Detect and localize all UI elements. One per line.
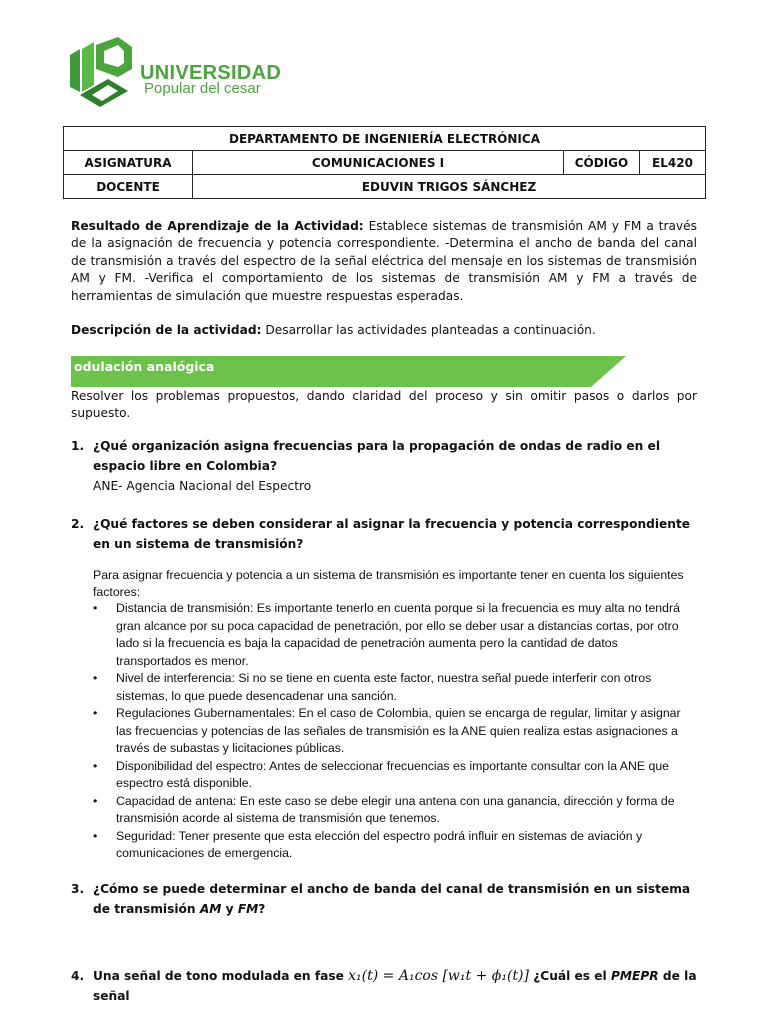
- formula: x₁(t) = A₁cos [w₁t + ϕ₁(t)]: [348, 968, 529, 984]
- learning-outcome: [71, 218, 697, 305]
- question-1: [71, 436, 701, 476]
- list-item: • Nivel de interferencia: Si no se tiene en cuenta este factor, nuestra señal puede interferir con otros sistemas, lo que puede desencadenar una sanción.: [93, 671, 652, 703]
- question-text: ¿Cómo se puede determinar el ancho de banda del canal de transmisión en un sistema de transmisión AM y FM?: [93, 882, 691, 916]
- teacher-value: EDUVIN TRIGOS SÁNCHEZ: [193, 175, 706, 199]
- course-header-table: [63, 126, 706, 199]
- question-4: [71, 966, 701, 1006]
- department-cell: DEPARTAMENTO DE INGENIERÍA ELECTRÓNICA: [64, 127, 706, 151]
- answer-2-intro: Para asignar frecuencia y potencia a un sistema de transmisión es importante tener en cuenta los siguientes factores:: [93, 568, 684, 600]
- question-number: 3.: [71, 882, 85, 896]
- list-item: • Capacidad de antena: En este caso se debe elegir una antena con una ganancia, dirección y forma de transmisión acorde al sistema de transmisión que tenemos.: [93, 793, 675, 825]
- question-number: 2.: [71, 517, 85, 531]
- question-2: [71, 514, 701, 554]
- logo-subtitle: Popular del cesar: [144, 80, 261, 97]
- list-item: • Seguridad: Tener presente que esta elección del espectro podrá influir en sistemas de aviación y comunicaciones de emergencia.: [93, 828, 643, 860]
- logo-title: UNIVERSIDAD: [140, 62, 282, 84]
- code-value: EL420: [640, 151, 706, 175]
- question-number: 1.: [71, 439, 85, 453]
- subject-label: ASIGNATURA: [64, 151, 193, 175]
- code-label: CÓDIGO: [564, 151, 640, 175]
- teacher-label: DOCENTE: [64, 175, 193, 199]
- question-text: ¿Qué organización asigna frecuencias para la propagación de ondas de radio en el espacio libre en Colombia?: [93, 439, 660, 473]
- activity-description-text: Desarrollar las actividades planteadas a continuación.: [261, 323, 596, 337]
- question-text: Una señal de tono modulada en fase x₁(t) = A₁cos [w₁t + ϕ₁(t)] ¿Cuál es el PMEPR de la señal: [93, 968, 697, 1003]
- activity-description: [71, 322, 697, 339]
- answer-1: ANE- Agencia Nacional del Espectro: [93, 479, 312, 493]
- question-text: ¿Qué factores se deben considerar al asignar la frecuencia y potencia correspondiente en un sistema de transmisión?: [93, 517, 691, 551]
- activity-description-label: Descripción de la actividad:: [71, 323, 262, 337]
- question-3: [71, 879, 701, 919]
- list-item: • Regulaciones Gubernamentales: En el caso de Colombia, quien se encarga de regular, limitar y asignar las frecuencias y potencias de las señales de transmisión es la ANE quien realiza estas asignaciones a través de subastas y licitaciones públicas.: [93, 706, 681, 755]
- list-item: • Distancia de transmisión: Es importante tenerlo en cuenta porque si la frecuencia es muy alta no tendrá gran alcance por su poca capacidad de penetración, por ello se deber usar a distancias cortas, por otro lado si la frecuencia es baja la capacidad de penetración aumenta pero la cantidad de datos transportados es menor.: [93, 601, 680, 668]
- learning-outcome-label: Resultado de Aprendizaje de la Actividad:: [71, 219, 364, 233]
- subject-value: COMUNICACIONES I: [193, 151, 564, 175]
- list-item: • Disponibilidad del espectro: Antes de seleccionar frecuencias es importante consultar con la ANE que espectro está disponible.: [93, 758, 669, 790]
- factor-list: [93, 600, 693, 863]
- question-number: 4.: [71, 969, 85, 983]
- instructions: Resolver los problemas propuestos, dando claridad del proceso y sin omitir pasos o darlos por supuesto.: [71, 389, 697, 421]
- learning-outcome-text: Establece sistemas de transmisión AM y FM a través de la asignación de frecuencia y potencia correspondiente. -Determina el ancho de banda del canal de transmisión a través del espectro de la señal eléctrica del mensaje en los sistemas de transmisión AM y FM. -Verifica el comportamiento de los sistemas de transmisión AM y FM a través de herramientas de simulación que muestre respuestas esperadas.: [71, 219, 697, 303]
- section-title: odulación analógica: [74, 359, 215, 374]
